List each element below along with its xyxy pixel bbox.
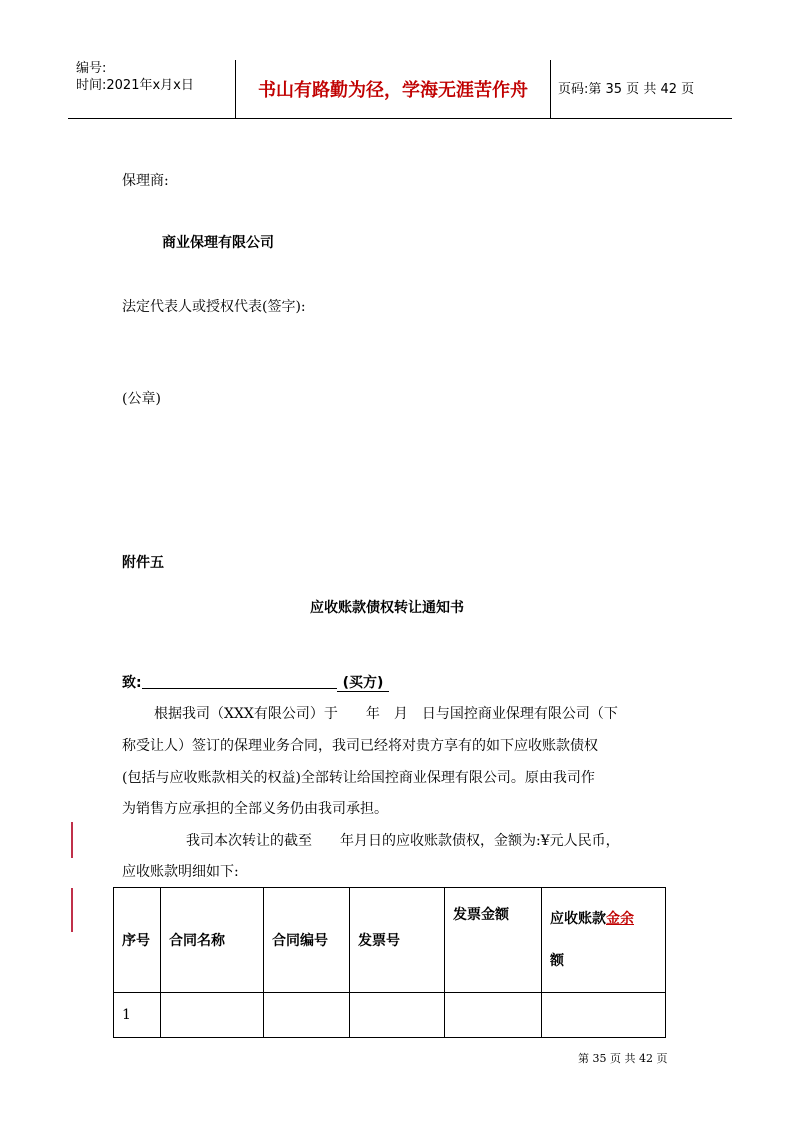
header-cell-contract-number: 合同编号 [264, 888, 350, 993]
factor-label: 保理商: [122, 173, 169, 189]
buyer-blank [142, 674, 337, 689]
paragraph-2-line-1: 我司本次转让的截至 年月日的应收账款债权，金额为:¥元人民币， [186, 833, 620, 849]
header-divider-right [550, 60, 551, 118]
header-page-number: 页码:第 35 页 共 42 页 [558, 82, 695, 97]
row-cell-invoice-number [350, 993, 445, 1038]
paragraph-1-line-2: 称受让人）签订的保理业务合同，我司已经将对贵方享有的如下应收账款债权 [122, 738, 598, 754]
row-cell-contract-name [161, 993, 264, 1038]
header-number: 编号: [76, 61, 107, 76]
paragraph-1-line-3: (包括与应收账款相关的权益)全部转让给国控商业保理有限公司。原由我司作 [122, 770, 595, 786]
row-cell-receivable-balance [542, 993, 666, 1038]
table-row [114, 993, 666, 1038]
receivables-table [113, 887, 666, 1038]
revision-insertion: 金余 [606, 911, 634, 927]
header-info [76, 60, 194, 94]
paragraph-1-line-4: 为销售方应承担的全部义务仍由我司承担。 [122, 801, 388, 817]
legal-representative-line: 法定代表人或授权代表(签字): [122, 299, 306, 315]
header-cell-invoice-amount: 发票金额 [445, 888, 542, 993]
revision-bar-2 [71, 888, 73, 932]
document-title: 应收账款债权转让通知书 [310, 600, 464, 616]
to-label: 致: [122, 675, 142, 691]
paragraph-2-line-2: 应收账款明细如下: [122, 864, 239, 880]
company-name: 商业保理有限公司 [162, 235, 274, 251]
header-motto: 书山有路勤为径，学海无涯苦作舟 [258, 80, 528, 101]
row-cell-index: 1 [114, 993, 161, 1038]
seal-label: (公章) [122, 391, 161, 407]
revision-bar-1 [71, 822, 73, 858]
header-cell-contract-name: 合同名称 [161, 888, 264, 993]
header-cell-invoice-number: 发票号 [350, 888, 445, 993]
header-time: 时间:2021年x月x日 [76, 78, 194, 93]
page-footer: 第 35 页 共 42 页 [578, 1052, 668, 1065]
row-cell-contract-number [264, 993, 350, 1038]
page-header [68, 56, 732, 119]
row-cell-invoice-amount [445, 993, 542, 1038]
addressee-line [122, 672, 389, 692]
receivable-label-tail: 额 [550, 953, 564, 969]
receivable-label: 应收账款 [550, 911, 606, 927]
paragraph-1-line-1: 根据我司（XXX有限公司）于 年 月 日与国控商业保理有限公司（下 [154, 706, 618, 722]
header-cell-index: 序号 [114, 888, 161, 993]
header-cell-receivable-balance [542, 888, 666, 993]
attachment-label: 附件五 [122, 555, 164, 571]
table-header-row [114, 888, 666, 993]
buyer-label: (买方) [337, 675, 390, 692]
